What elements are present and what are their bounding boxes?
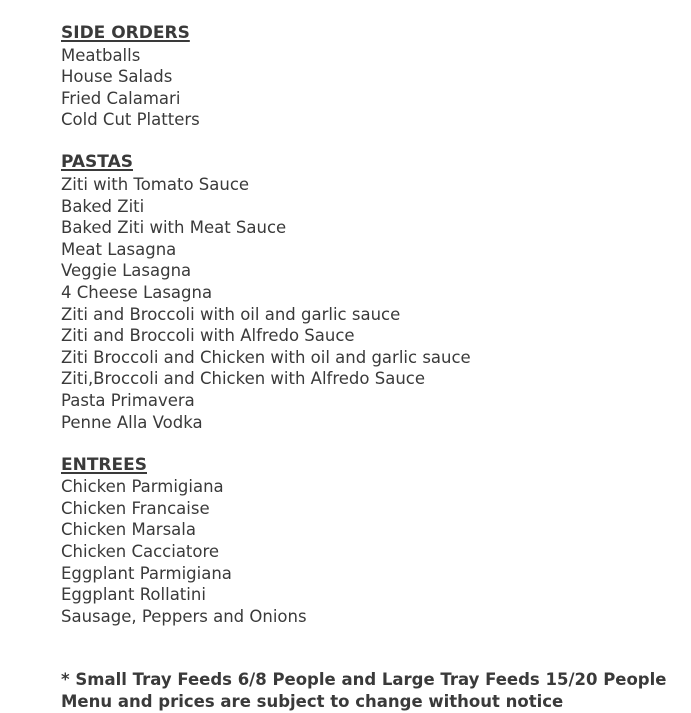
menu-item: Chicken Francaise bbox=[61, 498, 210, 518]
menu-item: 4 Cheese Lasagna bbox=[61, 283, 213, 303]
menu-item: Ziti with Tomato Sauce bbox=[61, 175, 250, 195]
section-entrees bbox=[61, 455, 671, 628]
menu-item: Pasta Primavera bbox=[61, 391, 195, 410]
price-disclaimer: Menu and prices are subject to change without notice bbox=[61, 692, 564, 711]
menu-item: Eggplant Parmigiana bbox=[61, 563, 232, 583]
pastas-list bbox=[61, 174, 671, 433]
side-orders-list bbox=[61, 45, 671, 131]
menu-item: Ziti and Broccoli with Alfredo Sauce bbox=[61, 326, 355, 346]
menu-item: Fried Calamari bbox=[61, 88, 181, 108]
tray-size-note: * Small Tray Feeds 6/8 People and Large Tray Feeds 15/20 People bbox=[61, 670, 667, 689]
section-side-orders bbox=[61, 23, 671, 131]
section-heading-side-orders: SIDE ORDERS bbox=[61, 23, 190, 43]
entrees-list bbox=[61, 476, 671, 627]
menu-item: Eggplant Rollatini bbox=[61, 585, 206, 605]
menu-item: Ziti Broccoli and Chicken with oil and garlic sauce bbox=[61, 347, 471, 367]
menu-item: Chicken Cacciatore bbox=[61, 542, 220, 562]
menu-item: Cold Cut Platters bbox=[61, 110, 200, 130]
menu-item: Ziti,Broccoli and Chicken with Alfredo Sauce bbox=[61, 369, 425, 389]
menu-item: Chicken Parmigiana bbox=[61, 477, 224, 497]
menu-item: House Salads bbox=[61, 67, 173, 87]
catering-menu bbox=[61, 23, 671, 627]
menu-item: Chicken Marsala bbox=[61, 520, 196, 540]
menu-item: Ziti and Broccoli with oil and garlic sauce bbox=[61, 304, 401, 324]
section-heading-entrees: ENTREES bbox=[61, 454, 147, 475]
menu-item: Meat Lasagna bbox=[61, 239, 177, 259]
menu-item: Baked Ziti bbox=[61, 196, 145, 216]
menu-item: Baked Ziti with Meat Sauce bbox=[61, 218, 287, 238]
section-heading-pastas: PASTAS bbox=[61, 152, 133, 173]
menu-item: Sausage, Peppers and Onions bbox=[61, 606, 307, 626]
menu-notes bbox=[61, 669, 681, 713]
section-pastas bbox=[61, 152, 671, 433]
menu-item: Meatballs bbox=[61, 45, 141, 65]
menu-item: Penne Alla Vodka bbox=[61, 412, 203, 432]
menu-item: Veggie Lasagna bbox=[61, 261, 192, 281]
